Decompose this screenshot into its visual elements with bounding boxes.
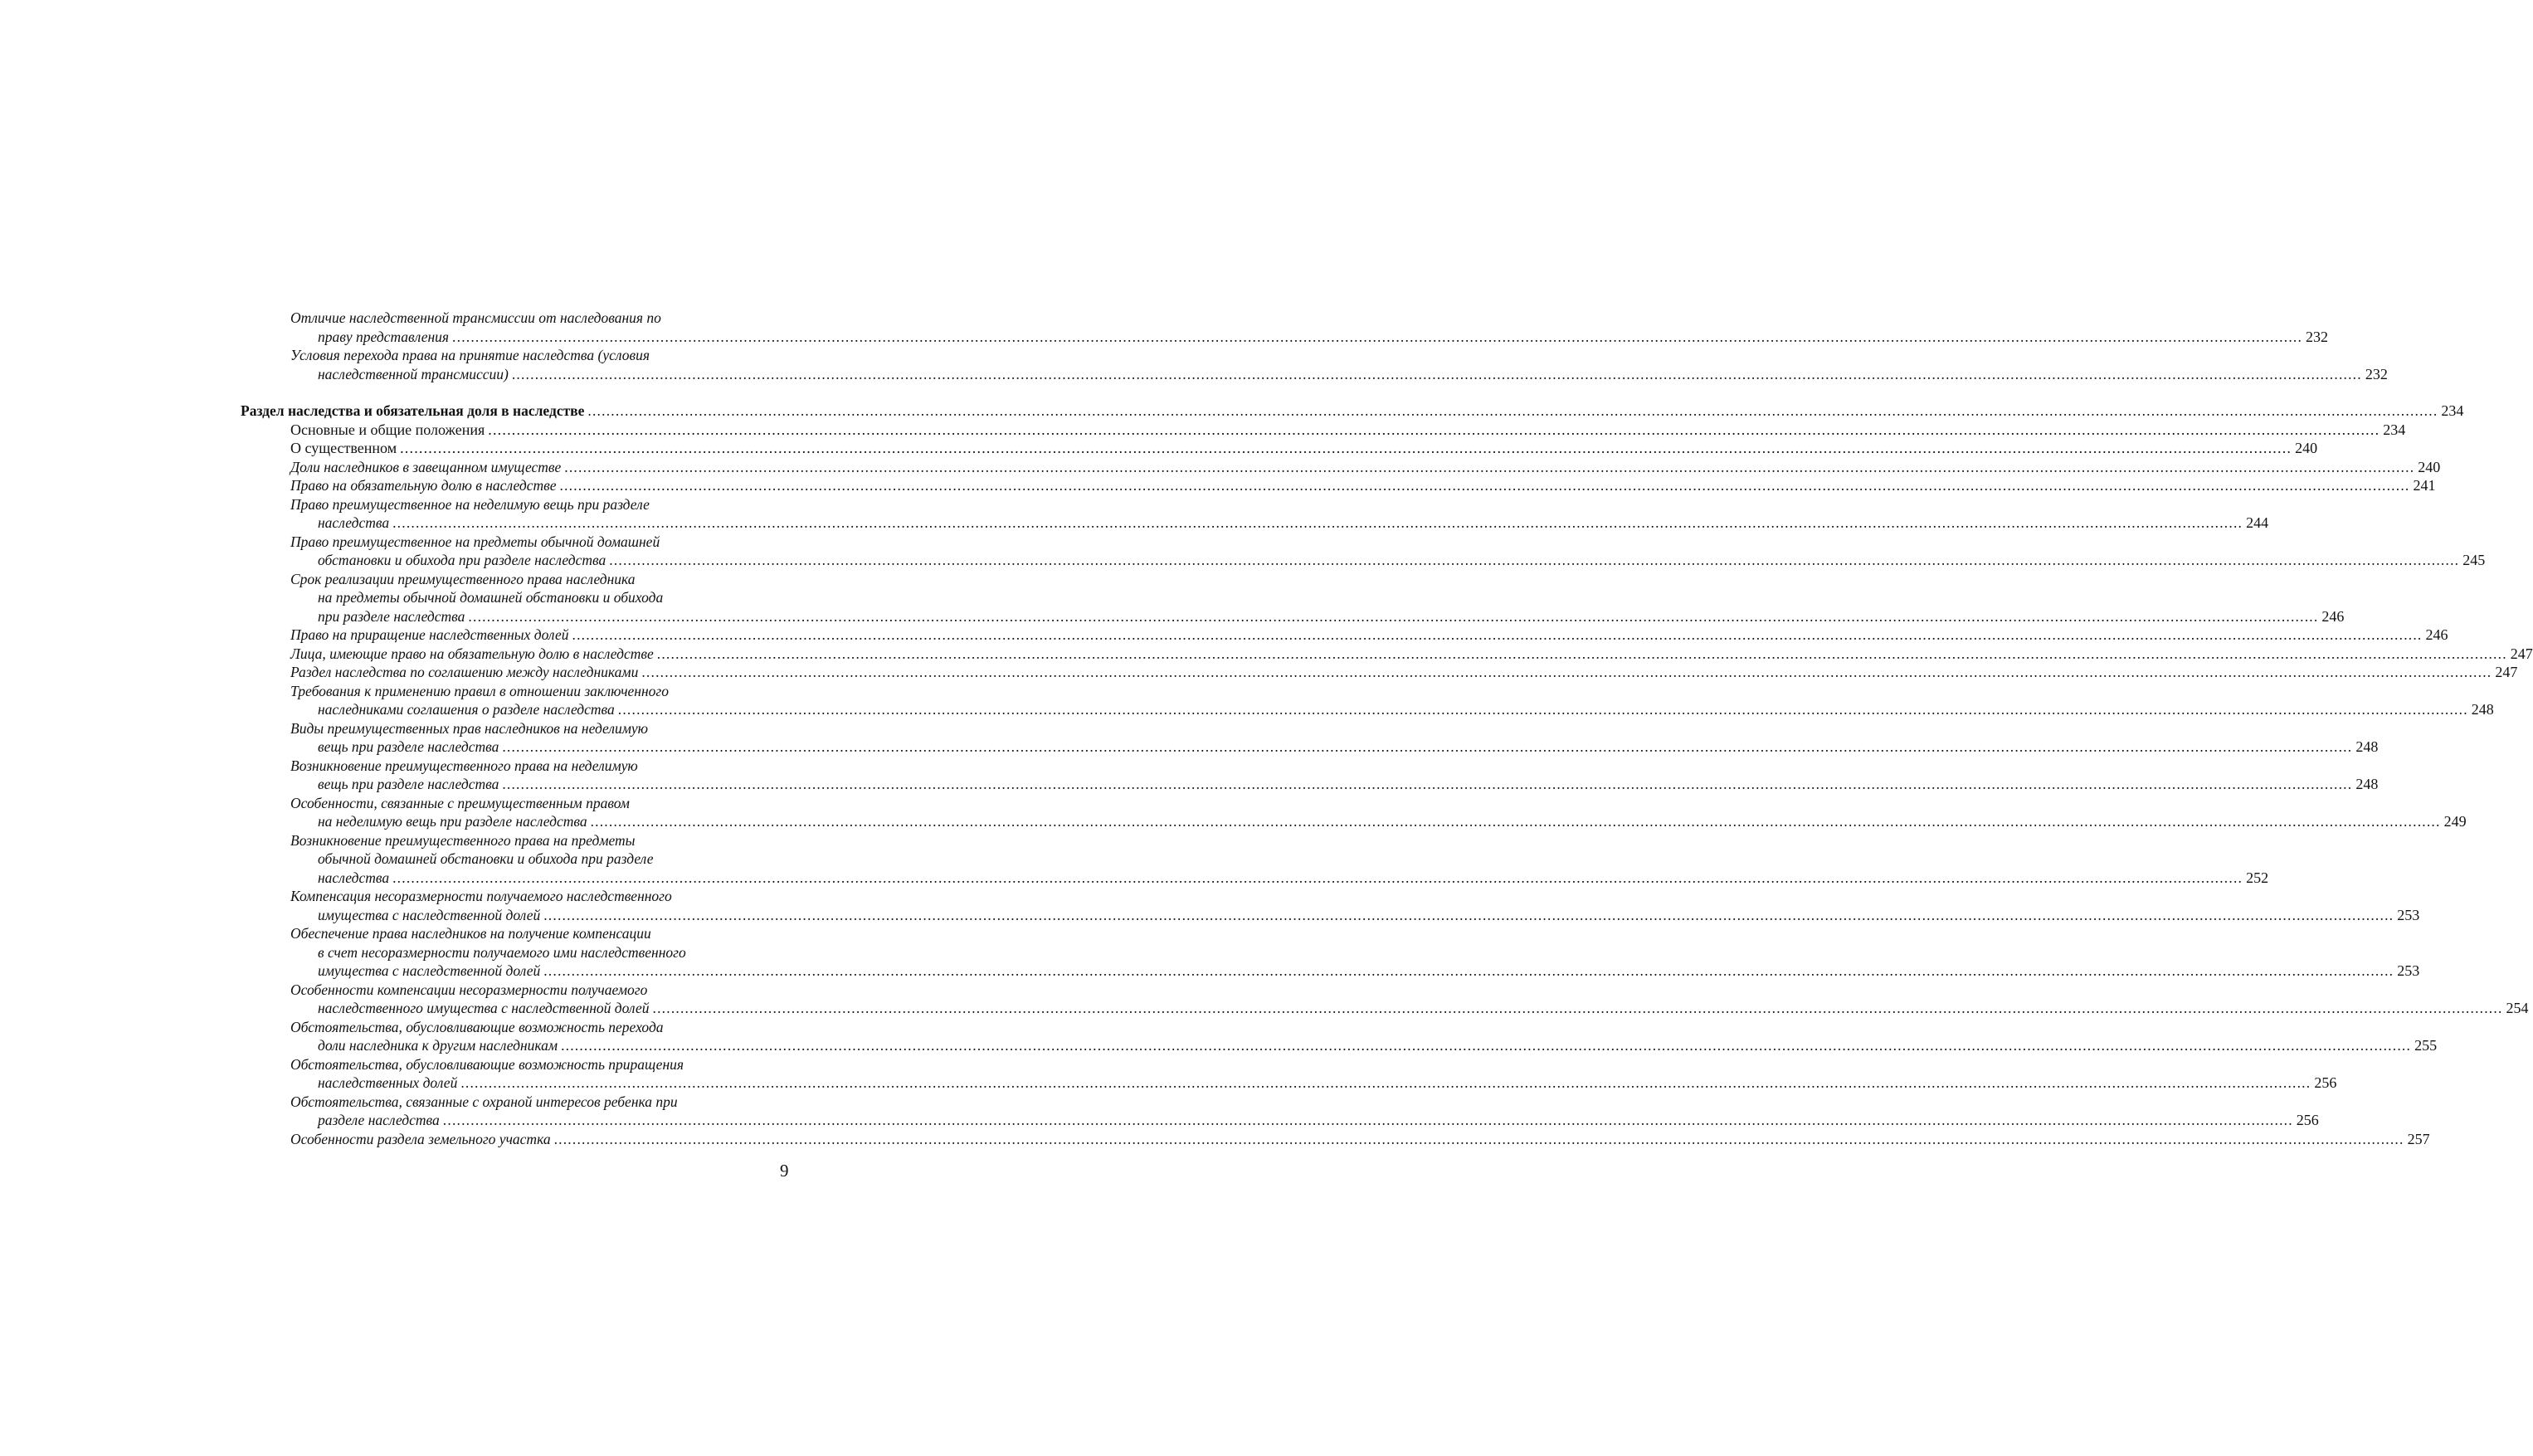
toc-entry-line: Обеспечение права наследников на получение компенсации <box>290 925 651 942</box>
toc-entry-line: Возникновение преимущественного права на неделимую <box>290 757 638 774</box>
toc-entry-line: Срок реализации преимущественного права наследника <box>290 570 636 587</box>
dot-leader: ................................................................................................................................................................................................................................................................................................................................................................................................................ <box>460 1074 2311 1091</box>
dot-leader: ................................................................................................................................................................................................................................................................................................................................................................................................................ <box>502 738 2353 755</box>
toc-entry <box>241 831 2269 888</box>
toc-page-number: 241 <box>2413 477 2436 494</box>
toc-page-number: 244 <box>2246 514 2269 531</box>
toc-entry-line: наследственной трансмиссии) <box>318 365 509 382</box>
toc-entry <box>241 887 2420 924</box>
toc-entry <box>241 346 2388 383</box>
dot-leader: ................................................................................................................................................................................................................................................................................................................................................................................................................ <box>652 1000 2503 1016</box>
toc-entry-line: разделе наследства <box>318 1112 440 1128</box>
toc-page-number: 248 <box>2355 776 2379 792</box>
toc-entry-line: обстановки и обихода при разделе наследства <box>318 552 606 568</box>
toc-entry <box>241 924 2420 981</box>
toc-entry <box>241 421 2406 440</box>
toc-entry-line: Компенсация несоразмерности получаемого наследственного <box>290 888 672 904</box>
dot-leader: ................................................................................................................................................................................................................................................................................................................................................................................................................ <box>656 645 2507 662</box>
toc-page-number: 232 <box>2306 328 2329 345</box>
dot-leader: ................................................................................................................................................................................................................................................................................................................................................................................................................ <box>617 701 2468 718</box>
toc-entry-line: наследственных долей <box>318 1074 458 1091</box>
dot-leader: ................................................................................................................................................................................................................................................................................................................................................................................................................ <box>564 458 2415 475</box>
toc-entry <box>241 663 2518 682</box>
toc-page-number: 234 <box>2383 421 2406 438</box>
toc-page-number: 256 <box>2314 1074 2337 1091</box>
toc-entry-line: обычной домашней обстановки и обихода при разделе <box>318 850 654 867</box>
toc-page-number: 247 <box>2510 645 2533 662</box>
toc-entry-line: Основные и общие положения <box>290 421 485 438</box>
toc-entry <box>241 757 2379 794</box>
toc-entry <box>241 1093 2319 1130</box>
toc-entry-line: вещь при разделе наследства <box>318 738 499 755</box>
toc-entry <box>241 1055 2337 1093</box>
toc-entry-line: наследства <box>318 869 390 886</box>
toc-entry <box>241 309 2329 346</box>
dot-leader: ................................................................................................................................................................................................................................................................................................................................................................................................................ <box>543 962 2394 979</box>
toc-page-number: 240 <box>2418 458 2441 475</box>
dot-leader: ................................................................................................................................................................................................................................................................................................................................................................................................................ <box>543 906 2394 923</box>
dot-leader: ................................................................................................................................................................................................................................................................................................................................................................................................................ <box>559 477 2410 494</box>
toc-page-number: 254 <box>2506 1000 2529 1016</box>
toc-entry-line: имущества с наследственной долей <box>318 962 541 979</box>
toc-entry-line: О существенном <box>290 440 397 456</box>
toc-entry-line: Виды преимущественных прав наследников на неделимую <box>290 719 648 737</box>
toc-entry <box>241 682 2494 719</box>
toc-entry-line: на предметы обычной домашней обстановки и обихода <box>318 589 664 606</box>
toc-entry-line: Обстоятельства, обусловливающие возможность перехода <box>290 1018 664 1035</box>
toc-entry <box>241 533 2486 570</box>
toc-page-number: 255 <box>2414 1037 2438 1054</box>
toc-spacer <box>241 383 795 402</box>
dot-leader: ................................................................................................................................................................................................................................................................................................................................................................................................................ <box>452 328 2303 345</box>
dot-leader: ................................................................................................................................................................................................................................................................................................................................................................................................................ <box>561 1037 2412 1054</box>
toc-page-number: 248 <box>2471 701 2494 718</box>
toc-section-heading <box>241 402 2464 421</box>
toc-entry-line: Требования к применению правил в отношении заключенного <box>290 682 669 699</box>
toc-entry <box>241 645 2533 664</box>
toc-entry <box>241 495 2269 533</box>
toc-entry-line: наследниками соглашения о разделе наследства <box>318 701 615 718</box>
toc-entry <box>241 1130 2430 1149</box>
toc-entry-line: Лица, имеющие право на обязательную долю в наследстве <box>290 645 654 662</box>
toc-page-number: 240 <box>2295 440 2318 456</box>
toc-page-number: 234 <box>2441 402 2464 419</box>
toc-page-number: 248 <box>2355 738 2379 755</box>
toc-page-number: 247 <box>2495 664 2518 680</box>
toc-page-number: 246 <box>2425 626 2448 643</box>
toc-entry-line: Особенности, связанные с преимущественным правом <box>290 794 630 811</box>
dot-leader: ................................................................................................................................................................................................................................................................................................................................................................................................................ <box>502 776 2353 792</box>
dot-leader: ................................................................................................................................................................................................................................................................................................................................................................................................................ <box>468 607 2319 625</box>
toc-entry-line: при разделе наследства <box>318 607 465 625</box>
toc-entry-line: Право преимущественное на неделимую вещь при разделе <box>290 495 650 513</box>
toc-entry-line: Раздел наследства и обязательная доля в наследстве <box>241 402 585 419</box>
toc-page-number: 257 <box>2407 1130 2430 1147</box>
toc-entry <box>241 626 2448 645</box>
toc-entry-line: имущества с наследственной долей <box>318 906 541 923</box>
toc-entry <box>241 1018 2438 1055</box>
dot-leader: ................................................................................................................................................................................................................................................................................................................................................................................................................ <box>392 869 2243 886</box>
toc-entry <box>241 981 2529 1018</box>
toc-entry-line: Особенности компенсации несоразмерности получаемого <box>290 981 648 998</box>
dot-leader: ................................................................................................................................................................................................................................................................................................................................................................................................................ <box>511 365 2362 382</box>
toc-page-number: 232 <box>2365 365 2388 382</box>
toc-entry <box>241 439 2318 458</box>
toc-entry-line: Раздел наследства по соглашению между наследниками <box>290 664 639 680</box>
toc-page-number: 253 <box>2397 962 2420 979</box>
toc-entry-line: наследства <box>318 514 390 531</box>
dot-leader: ................................................................................................................................................................................................................................................................................................................................................................................................................ <box>641 664 2492 680</box>
table-of-contents <box>241 309 2533 1148</box>
toc-entry-line: Обстоятельства, обусловливающие возможность приращения <box>290 1055 684 1073</box>
toc-entry <box>241 458 2441 477</box>
toc-entry-line: вещь при разделе наследства <box>318 776 499 792</box>
dot-leader: ................................................................................................................................................................................................................................................................................................................................................................................................................ <box>609 552 2460 568</box>
toc-entry <box>241 794 2467 831</box>
toc-entry <box>241 570 2345 626</box>
dot-leader: ................................................................................................................................................................................................................................................................................................................................................................................................................ <box>553 1130 2404 1147</box>
dot-leader: ................................................................................................................................................................................................................................................................................................................................................................................................................ <box>400 440 2292 456</box>
dot-leader: ................................................................................................................................................................................................................................................................................................................................................................................................................ <box>488 421 2380 438</box>
dot-leader: ................................................................................................................................................................................................................................................................................................................................................................................................................ <box>392 514 2243 531</box>
toc-entry-line: Возникновение преимущественного права на предметы <box>290 831 636 849</box>
dot-leader: ................................................................................................................................................................................................................................................................................................................................................................................................................ <box>442 1112 2293 1128</box>
dot-leader: ................................................................................................................................................................................................................................................................................................................................................................................................................ <box>590 813 2441 830</box>
toc-entry-line: Право преимущественное на предметы обычной домашней <box>290 533 660 550</box>
toc-entry-line: доли наследника к другим наследникам <box>318 1037 558 1054</box>
toc-entry-line: праву представления <box>318 328 450 345</box>
toc-entry-line: на неделимую вещь при разделе наследства <box>318 813 587 830</box>
toc-entry-line: Отличие наследственной трансмиссии от наследования по <box>290 309 661 326</box>
toc-page-number: 249 <box>2443 813 2467 830</box>
toc-page-number: 246 <box>2321 607 2345 625</box>
dot-leader: ................................................................................................................................................................................................................................................................................................................................................................................................................ <box>572 626 2423 643</box>
toc-page-number: 253 <box>2397 906 2420 923</box>
toc-entry-line: в счет несоразмерности получаемого ими наследственного <box>318 943 686 961</box>
toc-entry <box>241 476 2436 495</box>
toc-entry-line: Обстоятельства, связанные с охраной интересов ребенка при <box>290 1093 678 1110</box>
toc-entry-line: Право на обязательную долю в наследстве <box>290 477 557 494</box>
toc-entry <box>241 719 2379 757</box>
toc-entry-line: Условия перехода права на принятие наследства (условия <box>290 347 650 363</box>
toc-page-number: 245 <box>2462 552 2486 568</box>
dot-leader: ................................................................................................................................................................................................................................................................................................................................................................................................................ <box>587 402 2438 419</box>
toc-page-number: 256 <box>2296 1112 2319 1128</box>
toc-page-number: 252 <box>2246 869 2269 886</box>
toc-entry-line: Особенности раздела земельного участка <box>290 1130 551 1147</box>
page-number: 9 <box>780 1161 789 1181</box>
toc-entry-line: Доли наследников в завещанном имуществе <box>290 458 562 475</box>
toc-entry-line: Право на приращение наследственных долей <box>290 626 569 643</box>
toc-entry-line: наследственного имущества с наследственной долей <box>318 1000 650 1016</box>
